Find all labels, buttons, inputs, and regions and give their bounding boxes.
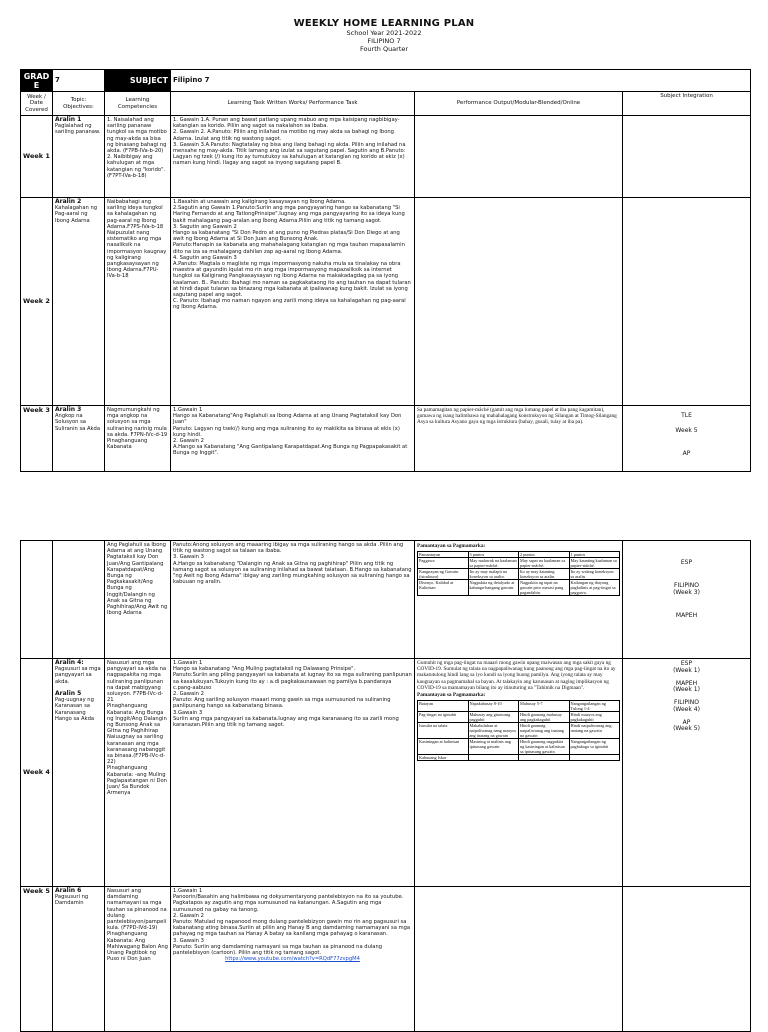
rubric-cell: Nangangailangan ng pagbabago sa iginuhit (569, 739, 620, 755)
learning-plan-table-page2 (20, 540, 751, 1032)
task-text: 1.Gawain 1 Panoorin/Basahin ang halimbawa ng dokyumentaryong pantelebisyon na ito sa youtube. Pagkatapos ay zagutin ang mga sumusunod na katanungan. A.Sagutin ang mga sumusunod na gabay na tanong. 2. Gawain 2 Panuto: Matulad ng napanood mong dulang pantelebizyon gawin mo rin ang pagsusuri sa kabanatang ating binasa.Suriin at piliin ang Hanay B ang damdaming namamayani sa mga pahayag ng mga tauhan sa Hanay A batay sa kanilang mga pahayag o karanasan. 3. Gawain 3 Panuto: Suriin ang damdaming namayani sa mga tauhan sa pinanood na dulang pantelebisyon (cartoon). Piliin ang titik ng tamang sagot. (173, 888, 411, 957)
competency-cell: Nasusuri ang mga pangyayari sa akda na nagpapakita ng mga suliraning panlipunan na dapat mabigyang solusyon. F7PB-IVc-d-21 Pinaghanguang Kabanata: Ang Bunga ng Inggit/Ang Dalangin ng Bunsong Anak sa Gitna ng Paghihirap Naiuugnay sa sariling karanasan ang mga karanasang nabanggit sa binasa.(F7PB-IVc-d-22) Pinaghanguang Kabanata: -ang Muling Paglapastangan ni Don Juan/ Sa Bundok Armenya (105, 659, 171, 887)
rubric-cell: May sapat na kaalaman sa papier-mâché. (519, 558, 570, 569)
task-cell: 1.Gawain 1 Hango sa kabanatang "Ang Muling pagtataksil ng Dalawang Prinsipe". Panuto:Suriin ang piling pangyayari sa kabanata at iugnay ito sa mga suliraning panlipunan sa kasalukuyan.Tukuyin kung ito ay : a.di pagkakaunawaan ng pamilya b.pandaraya c.pang-aabuso 2. Gawain 2 Panuto: Ang sariling solusyon maaari mong gawin sa mga sumusunod na suliraning panlipunang hango sa kabanatang binasa. 3.Gawain 3 Suriin ang mga pangyayari sa kabanata.Iugnay ang mga karanasang ito sa zarili mong karanazan.Piliin ang titik ng tamang sagot. (171, 659, 415, 887)
output-cell (415, 887, 623, 1032)
rubric-cell: Nagpakita ng detalyado at kahanga-hangang gawain. (468, 580, 519, 596)
rubric-cell: Ito ay may kaunting koneksyon sa aralin. (519, 569, 570, 580)
topic-cell (53, 887, 105, 1032)
rubric-cell: Hindi naipaliwanag ang inatang na gawain (569, 723, 620, 739)
integration-item: TLE (681, 412, 692, 419)
rubric-cell: Hindi gaanong naipaliwanag ang inatang na gawain (519, 723, 570, 739)
competency-cell: 1. Naisalahad ang sariling pananaw tungkol sa mga motibo ng may-akda sa bisa ng binasang bahagi ng akda. (F7PB-IVa-b-20) 2. Naibibigay ang kahulugan at mga katangian ng "korido". (F7PT-IVa-b-18) (105, 116, 171, 198)
output-cell (415, 116, 623, 198)
competency-cell: Ang Paglahuli sa Ibong Adarna at ang Unang Pagtataksil kay Don Juan/Ang Gantipalang Karapatdapat/Ang Bunga ng Pagkakasakit/Ang Bunga ng Inggit/Dalangin ng Anak sa Gitna ng Paghihirap/Ang Awit ng Ibong Adarna (105, 541, 171, 659)
rubric-cell: Ito ay walang koneksyon sa aralin. (569, 569, 620, 580)
rubric-cell: 2 puntos (519, 552, 570, 558)
rubric-cell: Hindi gaanong mahusay ang pagkakaguhit (519, 712, 570, 723)
competency-cell: Nagmumungkahi ng mga angkop na solusyon sa mga suliraning narinig mula sa akda. F7PN-IVc-d-19 Pinaghanguang Kabanata (105, 406, 171, 472)
rubric-cell: Kailangan ng ibayong pagkalinis at pag-iingat sa paggawa. (569, 580, 620, 596)
col-task: Learning Task Written Works/ Performance Task (171, 92, 415, 116)
grade-label: GRADE (21, 70, 53, 92)
rubric-cell: Disenyo, Kalidad at Kalinisan (418, 580, 469, 596)
col-topic: Topic: Objectives: (53, 92, 105, 116)
output-cell: Sa pamamagitan ng papier-mâché (gamit ang mga lumang papel at iba pang kagamitan), gumawa ng isang halimbawa ng mahahalagang konstruksyon ng Silangan at Timog-Silangang Asya sa kultura Asyano gaya ng mga istruktura (bahay, gusali, tulay at iba pa). (415, 406, 623, 472)
rubric-cell: Kasiningan at kalinisan (418, 739, 469, 755)
rubric-cell: Isinulat na talata (418, 723, 469, 739)
rubric-cell: Kaugnayan ng Gawain (istruktura) (418, 569, 469, 580)
rubric-cell: Paggawa (418, 558, 469, 569)
output-text: Gumuhit ng mga pag-iingat na maaari mong gawin upang maiwasan ang mga sakit gaya ng COVID-19. Sumulat ng talata na nagpapaliwanag kung paanong ang mga pag-iingat na ito ay makatutulong hindi lang sa iyo kundi sa iyong buong pamilya. Ang iyong talata ay may kaugnayan sa pagmamahal sa bayan. At talakayin ang karunasan at naging implikasyon ng COVID-19 sa mamamayan bilang ito ay itinuturing na "Tahimik na Digmaan". (417, 660, 616, 691)
rubric-cell: Makabuluhan at naipaliwanag nang maayos ang inatang na gawain (468, 723, 519, 739)
rubric-cell (569, 755, 620, 761)
rubric-cell: Hindi gaanong nagpakita ng kasiningan at kalinisan sa ipinasang gawain (519, 739, 570, 755)
week-cell: Week 1 (21, 116, 53, 198)
week-cell (21, 541, 53, 659)
topic-title: Aralin 6 (55, 887, 82, 894)
rubric-label: Pamantayan sa Pagmamarka: (417, 543, 486, 549)
rubric-cell: Kabuuang Iskor (418, 755, 469, 761)
rubric-cell: Masining at malinis ang ipinasang gawain (468, 739, 519, 755)
integration-cell (623, 406, 751, 472)
rubric-cell: 1 puntos (569, 552, 620, 558)
rubric-cell: Mahusay 5-7 (519, 701, 570, 712)
integration-item: (Week 5) (673, 725, 700, 732)
task-cell (171, 887, 415, 1032)
topic-detail: Pagsusuri ng Damdamin (55, 894, 89, 907)
topic-cell (53, 659, 105, 887)
topic-detail: Pagsusuri sa mga pangyayari sa akda. (55, 666, 101, 685)
col-competency: Learning Competencies (105, 92, 171, 116)
topic-title: Aralin 5 (55, 690, 82, 698)
topic-detail: Angkop na Solusyon sa Suliranin sa Akda (55, 413, 100, 432)
table-row (21, 116, 751, 198)
table-row (21, 659, 751, 887)
integration-cell (623, 198, 751, 406)
table-row (21, 198, 751, 406)
task-cell: Panuto:Anong solusyon ang maaaring ibigay sa mga suliraning hango sa akda .Piliin ang titik ng wastong sagot sa talaan sa ibaba. 3. Gawain 3 A.Hango sa kabanatang "Dalangin ng Anak sa Gitna ng paghihirap" Piliin ang titik ng tamang sagot sa solusyon sa suliraning inilahad sa bawat talataan. B.Hango sa kabanatang "ng Awit ng Ibong Adarna" ibigay ang zariling mungkahing solusyon sa suliraning hango sa kabuuan ng aralin. (171, 541, 415, 659)
topic-cell (53, 406, 105, 472)
table-row (21, 541, 751, 659)
integration-item: (Week 1) (673, 686, 700, 693)
rubric-cell: Nagpakita ng tapat na gawain pero masasi pang pagandahin. (519, 580, 570, 596)
col-output: Performance Output/Modular-Blended/Online (415, 92, 623, 116)
integration-item: MAPEH (675, 611, 698, 619)
table-row (21, 887, 751, 1032)
topic-detail: Paglalahad ng sariling pananaw. (55, 123, 101, 136)
youtube-link[interactable]: https://www.youtube.com/watch?v=RQdF77zvpgM4 (225, 956, 360, 963)
integration-item: FILIPINO (674, 699, 699, 706)
rubric-cell (519, 755, 570, 761)
school-year: School Year 2021-2022 (346, 29, 422, 37)
output-cell (415, 659, 623, 887)
topic-cell (53, 198, 105, 406)
topic-detail: Pag-uugnay ng Karanasan sa Karanasang Hango sa Akda (55, 697, 95, 722)
rubric-table (417, 700, 620, 761)
rubric-cell: Hindi maayos ang pagkakaguhit (569, 712, 620, 723)
document-header (0, 18, 768, 53)
integration-cell (623, 116, 751, 198)
rubric-cell: Ito ay may malapit na koneksyon sa aralin. (468, 569, 519, 580)
rubric-cell: May kaunting kaalaman sa papier-mâché. (569, 558, 620, 569)
document-title: WEEKLY HOME LEARNING PLAN (293, 18, 475, 29)
subject-line: FILIPINO 7 (367, 37, 401, 45)
subject-label: SUBJECT (105, 70, 171, 92)
topic-cell (53, 541, 105, 659)
topic-detail: Kahalagahan ng Pag-aaral ng Ibong Adarna (55, 205, 98, 224)
rubric-cell: Batayan (418, 701, 469, 712)
rubric-cell: Mahusay ang ginawang pagguhit (468, 712, 519, 723)
topic-title: Aralin 3 (55, 406, 82, 413)
task-cell: 1.Basahin at unawain ang kaligirang kasaysayan ng Ibong Adarna. 2.Sagutin ang Gawain 1.Panuto:Suriin ang mga pangyayaring hango sa kabanatang "Si Haring Fernando at ang TatlongPrinsipe".Iugnay ang mga pangyayaring ito sa ideya kung bakit mahalagang pag-aralan ang Ibong Adarna.Piliin ang titik ng tamang sagot. 3. Sagutin ang Gawain 2 Hango sa kabanatang "Si Don Pedro at ang puno ng Piedras platas/Si Don Diego at ang awit ng Ibong Adarna at Si Don Juan ang Bunsong Anak. Panuto:Hanapin sa kabanata ang mahahalagang katangian ng mga tauhan mapasalamin dito na iza sa mahalagang dahilan zap ag-aaral ng Ibong Adarna. 4. Sagutin ang Gawain 3 A.Panuto: Magtala o magliste ng mga impormasyong nakuha mula sa tinalakay na obra maestra at gayundin iqulat mo rin ang mga impormasyong mapazaliksik sa internet tungkol sa Kaligirang Pangkasaysayan ng Ibong Adarna na makakadagdag pa sa iyong kaalaman. B.. Panuto: Ibahagi mo naman sa pagkakataong ito ang tauhan na dapat tularan at hindi dapat tularan sa binazang mga kabanata at ipaliwanag kung bakit. Izulat sa iyong sagutang papel ang sagot. C. Panuto: Ibahagi mo naman ngayon ang zarili mong ideya sa kahalagahan ng pag-aaral ng Ibong Adarna. (171, 198, 415, 406)
integration-item: FILIPINO (674, 581, 699, 589)
integration-item: (Week 3) (673, 589, 700, 596)
integration-item: AP (682, 449, 691, 457)
rubric-cell (468, 755, 519, 761)
integration-cell (623, 887, 751, 1032)
rubric-cell: May malawak na kaalaman sa papier-mâché. (469, 558, 517, 569)
task-cell: 1. Gawain 1.A. Punan ang bawat patlang upang mabuo ang mga kaisipang nagbibigay- katangian sa korido. Piliin ang sagot sa nakalahon sa ibaba. 2. Gawain 2. A.Panuto: Piliin ang inilahad na motibo ng may akda sa bahagi ng Ibong Adarna. Izulat ang titik ng wastong sagot. 3. Gawain 3.A.Panuto: Nagtatalay ng bisa ang ilang bahagi ng akda. Piliin ang inilahad na mensahe ng may-akda. Titik lamang ang izulat sa sagutang papel. Sagutin ang B.Panuto: Lagyan ng tzek (/) kung ito ay tumutukoy sa kahulugan at katangian ng korido at ekiz (x) naman kung hindi. Ilagay ang sagot sa inyong sagutang papel B. (171, 116, 415, 198)
integration-item: (Week 4) (673, 705, 700, 713)
learning-plan-table-page1 (20, 69, 751, 472)
rubric-cell: Pag-iingat na iginuhit (418, 712, 469, 723)
table-row (21, 406, 751, 472)
rubric-cell: Napakahusay 8-10 (468, 701, 519, 712)
grade-value: 7 (53, 70, 105, 92)
integration-item: ESP (680, 660, 693, 667)
competency-cell: Nasusuri ang damdaming namamayani sa mga tauhan sa pinanood na dulang pantelebisyon/pampelikula. (F7PD-IVd-19) Pinaghanguang Kabanata: Ang Mahiwagang Balon Ang Unang Pagtibok ng Puso ni Don Juan (105, 887, 171, 1032)
rubric-cell: Pamantayan (418, 552, 469, 558)
col-integration: Subject Integration (623, 92, 751, 116)
week-cell: Week 2 (21, 198, 53, 406)
integration-item: Week 5 (675, 427, 698, 434)
subject-value: Filipino 7 (171, 70, 751, 92)
integration-item: ESP (680, 559, 693, 566)
output-cell (415, 541, 623, 659)
quarter: Fourth Quarter (359, 45, 409, 53)
task-cell: 1.Gawain 1 Hango sa Kabanatang"Ang Paglahuli sa Ibong Adarna at ang Unang Pagtataksil kay Don Juan" Panuto: Lagyan ng tsek(/) kung ang mga suliraning ito ay makikita sa binasa at ekis (x) kung hindi. 2. Gawain 2 A.Hango sa Kabanatang "Ang Gantipalang Karapatdapat.Ang Bunga ng Pagpapakasakit at Bunga ng Inggit". (171, 406, 415, 472)
integration-item: AP (682, 718, 691, 726)
rubric-cell: Nangangailangan ng Tulong 1-4 (569, 701, 620, 712)
output-cell (415, 198, 623, 406)
rubric-label: Pamantayan sa Pagmamarka: (417, 692, 486, 699)
topic-title: Aralin 2 (55, 198, 82, 205)
integration-cell (623, 541, 751, 659)
integration-cell (623, 659, 751, 887)
topic-cell (53, 116, 105, 198)
rubric-table (417, 551, 620, 596)
topic-title: Aralin 4: (55, 659, 84, 666)
week-cell: Week 4 (21, 659, 53, 887)
rubric-cell: 3 puntos (468, 552, 519, 558)
integration-item: (Week 1) (673, 666, 700, 674)
integration-item: MAPEH (675, 679, 698, 687)
topic-title: Aralin 1 (55, 116, 82, 123)
week-cell: Week 5 (21, 887, 53, 1032)
competency-cell: Naibabahagi ang sariling ideya tungkol sa kahalagahan ng pag-aaral ng Ibong Adarna.F7PS-IVa-b-18 Naipuzulat nang sistematiko ang mga nasaliksik na impormasyon kaugnay ng kaligirang pangkasaysayan ng Ibong Adarna.F7PU-IVa-b-18 (105, 198, 171, 406)
col-week: Week / Date Covered (21, 92, 53, 116)
week-cell: Week 3 (21, 406, 53, 472)
